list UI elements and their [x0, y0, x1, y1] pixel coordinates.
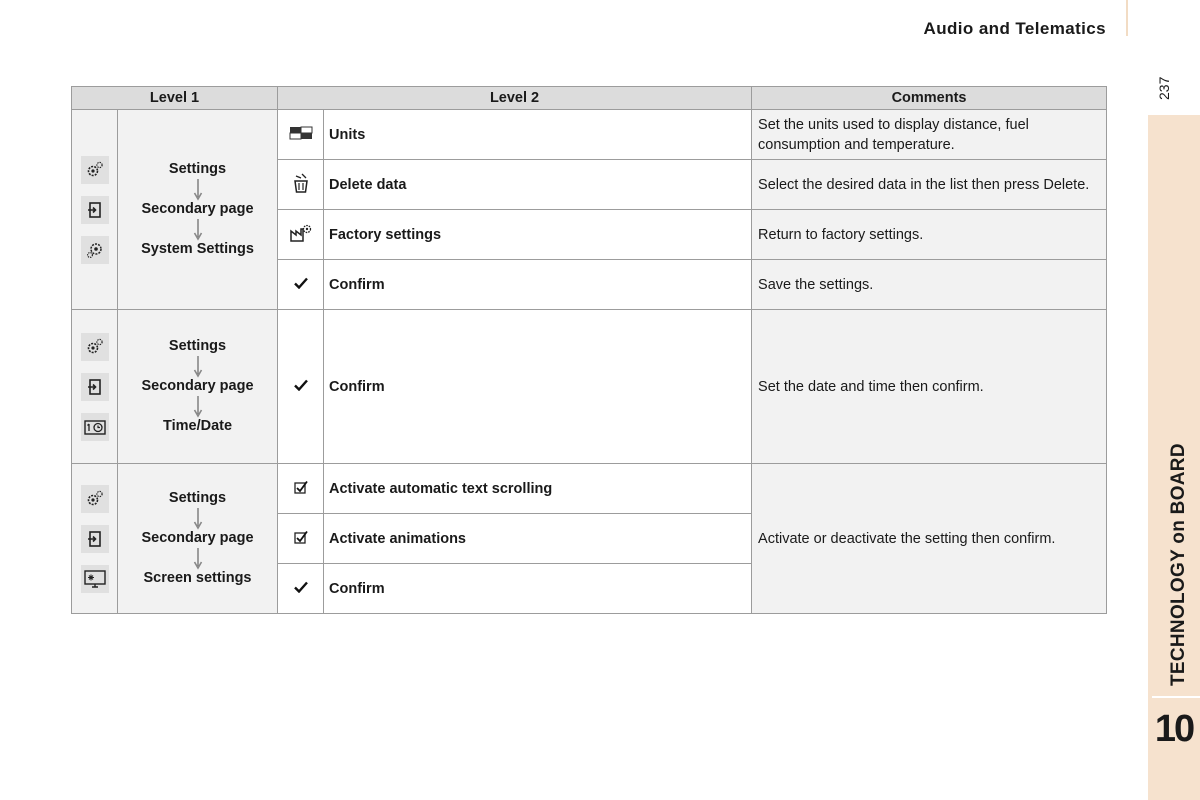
row-label-activate-animations: Activate animations — [324, 514, 752, 564]
row-comment: Select the desired data in the list then press Delete. — [752, 160, 1107, 210]
factory-settings-icon — [278, 210, 324, 260]
row-comment: Set the date and time then confirm. — [752, 310, 1107, 464]
settings-icon — [81, 156, 109, 184]
row-label-confirm: Confirm — [324, 310, 752, 464]
header-divider — [1126, 0, 1128, 36]
row-label-confirm: Confirm — [324, 260, 752, 310]
secondary-page-icon — [81, 196, 109, 224]
down-arrow-icon — [193, 507, 203, 530]
header-level-2: Level 2 — [278, 87, 752, 110]
chapter-title: TECHNOLOGY on BOARD — [1168, 443, 1189, 686]
level1-path — [118, 464, 278, 614]
path-step-settings: Settings — [168, 161, 227, 177]
level1-path — [118, 110, 278, 310]
level1-icons — [72, 310, 118, 464]
path-step-system-settings: System Settings — [141, 241, 254, 257]
secondary-page-icon — [81, 373, 109, 401]
path-step-secondary-page: Secondary page — [141, 530, 254, 546]
settings-icon — [81, 485, 109, 513]
check-icon — [278, 310, 324, 464]
path-step-time-date: Time/Date — [162, 418, 233, 434]
header-comments: Comments — [752, 87, 1107, 110]
units-icon — [278, 110, 324, 160]
settings-table — [71, 86, 1107, 614]
checkbox-icon — [278, 514, 324, 564]
row-label-activate-text-scrolling: Activate automatic text scrolling — [324, 464, 752, 514]
row-label-confirm: Confirm — [324, 564, 752, 614]
row-comment: Save the settings. — [752, 260, 1107, 310]
chapter-number: 10 — [1154, 708, 1194, 750]
row-label-delete-data: Delete data — [324, 160, 752, 210]
level1-icons — [72, 464, 118, 614]
page-number: 237 — [1156, 76, 1172, 100]
system-settings-icon — [81, 236, 109, 264]
level1-path — [118, 310, 278, 464]
path-step-secondary-page: Secondary page — [141, 378, 254, 394]
delete-data-icon — [278, 160, 324, 210]
secondary-page-icon — [81, 525, 109, 553]
row-label-units: Units — [324, 110, 752, 160]
down-arrow-icon — [193, 218, 203, 241]
screen-settings-icon — [81, 565, 109, 593]
table-row — [72, 110, 1107, 160]
path-step-secondary-page: Secondary page — [141, 201, 254, 217]
settings-icon — [81, 333, 109, 361]
row-label-factory-settings: Factory settings — [324, 210, 752, 260]
row-comment: Set the units used to display distance, fuel consumption and temperature. — [752, 110, 1107, 160]
table-header-row — [72, 87, 1107, 110]
check-icon — [278, 564, 324, 614]
table-row — [72, 310, 1107, 464]
down-arrow-icon — [193, 547, 203, 570]
down-arrow-icon — [193, 395, 203, 418]
check-icon — [278, 260, 324, 310]
section-title: Audio and Telematics — [923, 19, 1106, 38]
down-arrow-icon — [193, 355, 203, 378]
path-step-settings: Settings — [168, 338, 227, 354]
checkbox-icon — [278, 464, 324, 514]
level1-icons — [72, 110, 118, 310]
down-arrow-icon — [193, 178, 203, 201]
row-comment: Activate or deactivate the setting then confirm. — [752, 464, 1107, 614]
chapter-rule — [1152, 696, 1200, 698]
row-comment: Return to factory settings. — [752, 210, 1107, 260]
time-date-icon — [81, 413, 109, 441]
header-level-1: Level 1 — [72, 87, 278, 110]
table-row — [72, 464, 1107, 514]
path-step-settings: Settings — [168, 490, 227, 506]
path-step-screen-settings: Screen settings — [143, 570, 252, 586]
